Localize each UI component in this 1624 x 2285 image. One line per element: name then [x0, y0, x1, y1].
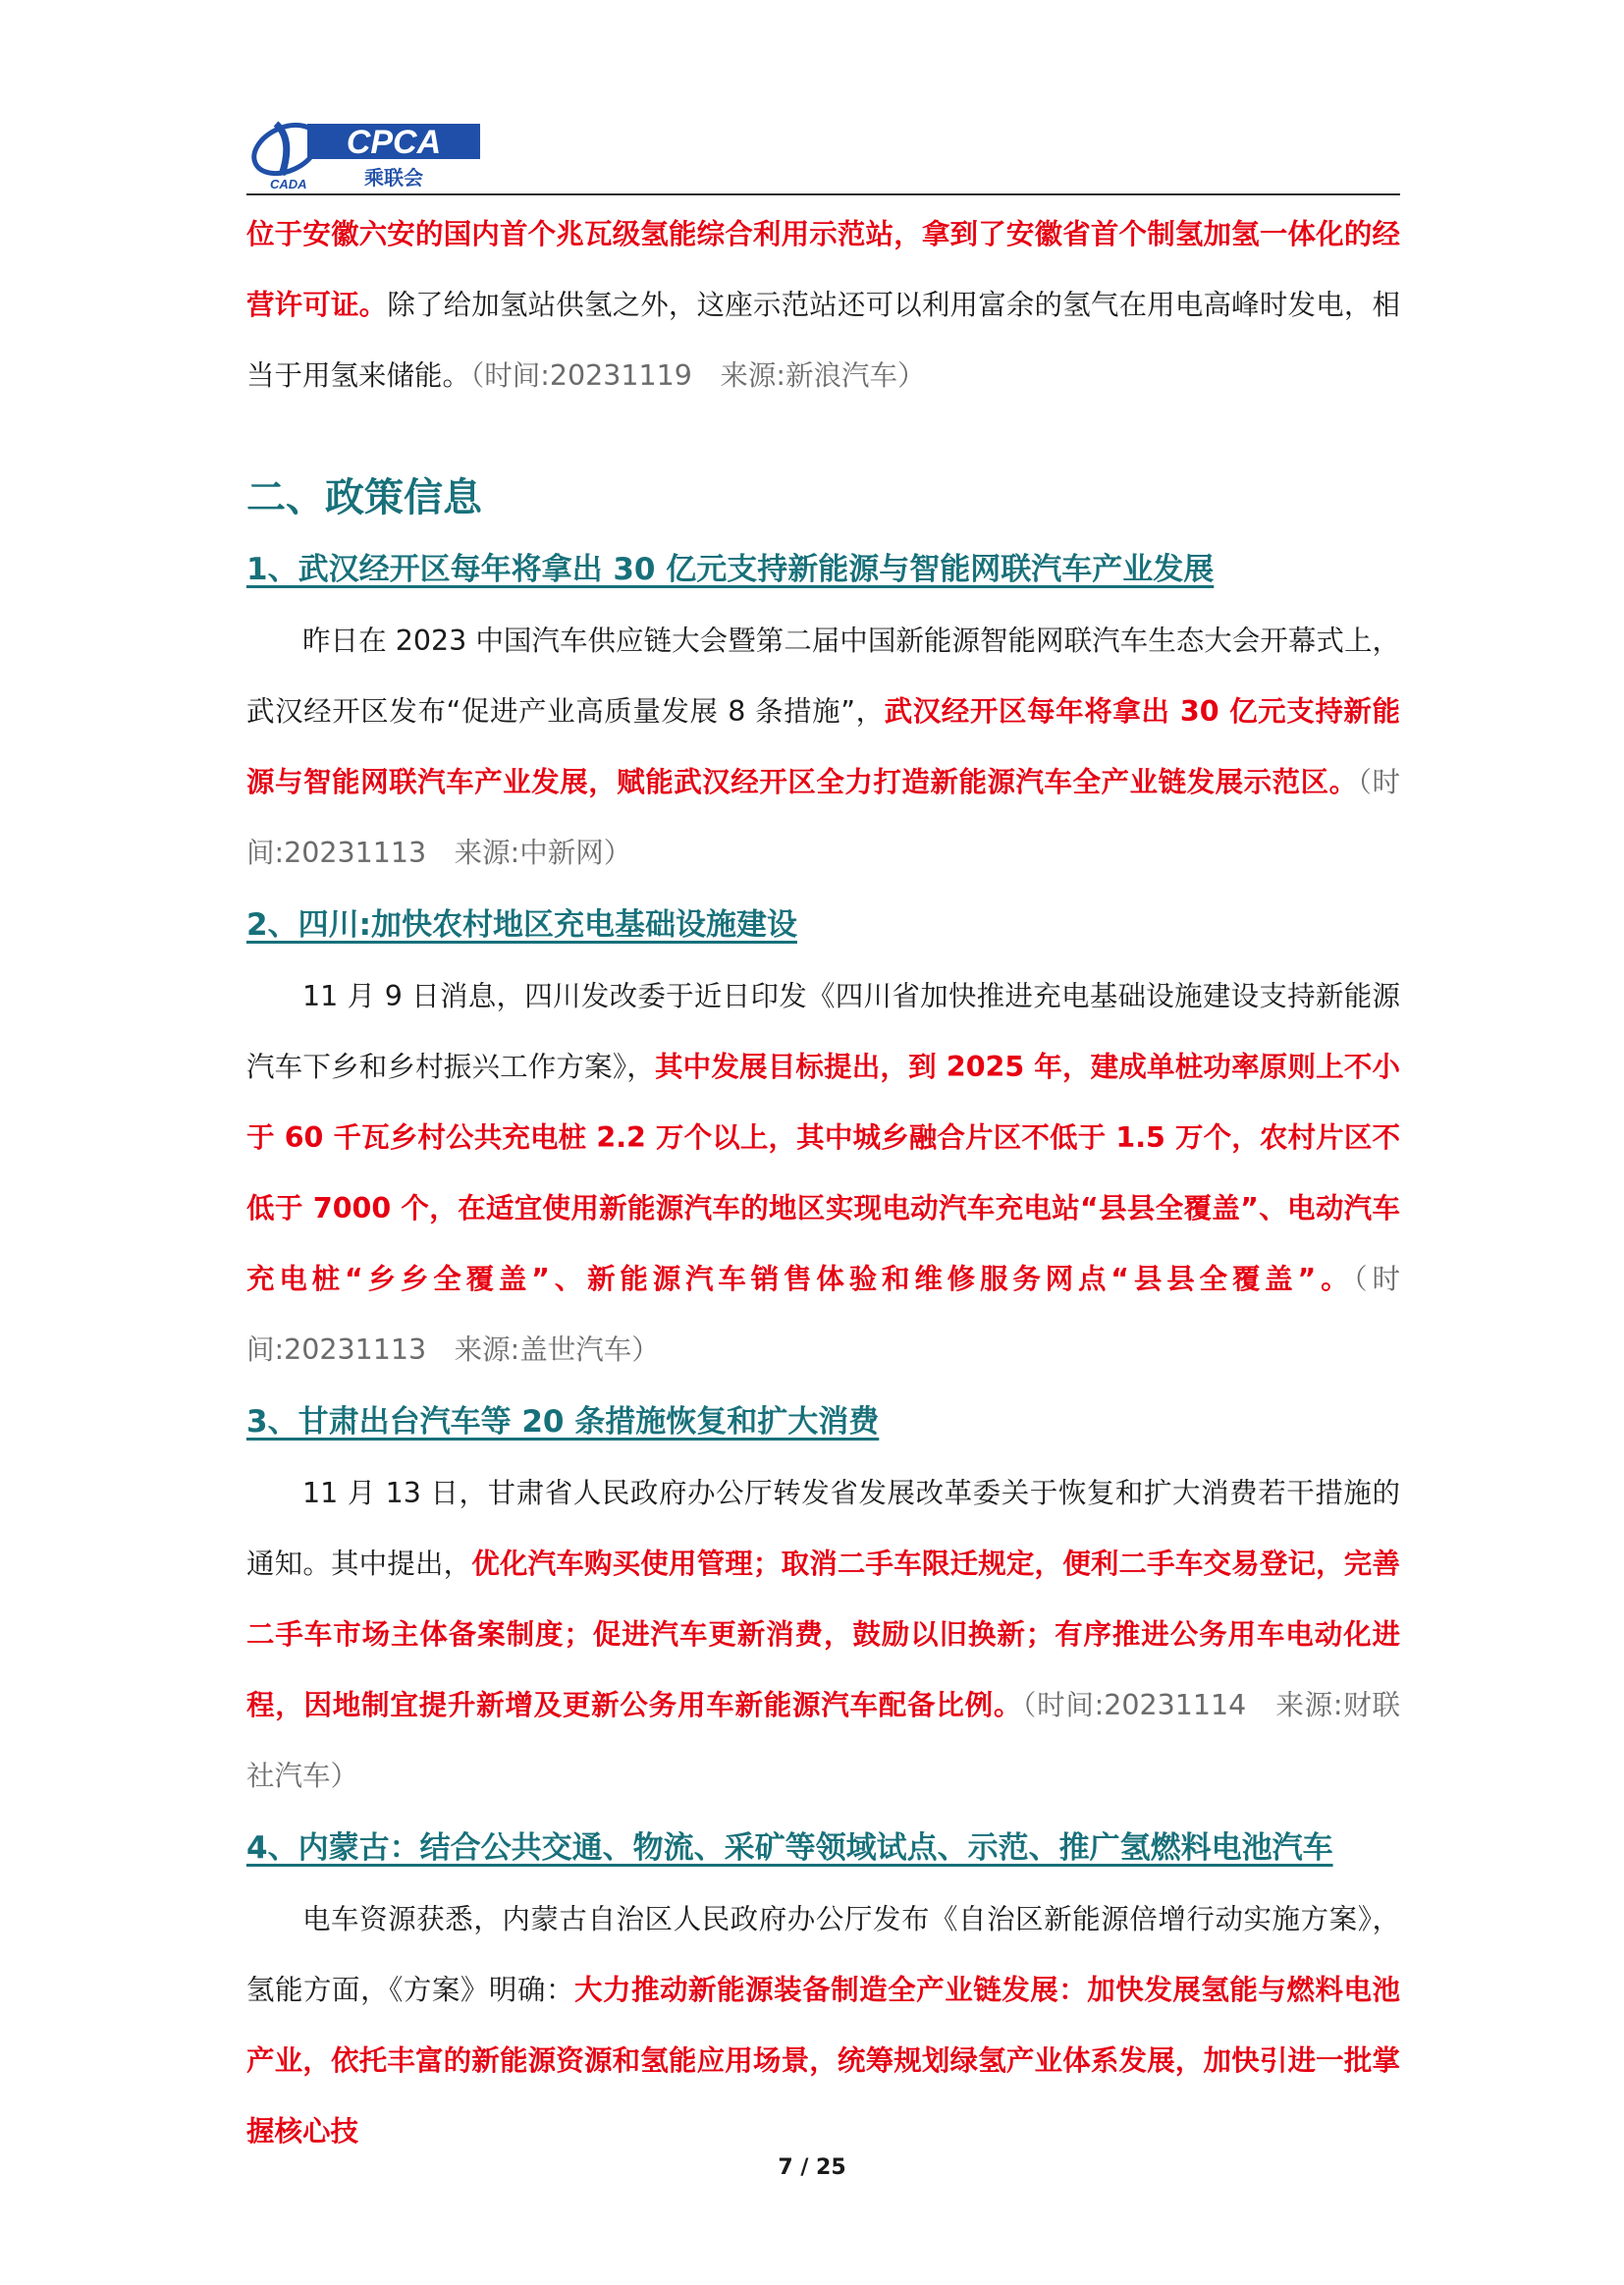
item-3-meta: （时间:20231114 来源:财联社汽车） — [246, 1689, 1400, 1792]
item-4-paragraph — [246, 1884, 1400, 2167]
item-4-text: 电车资源获悉，内蒙古自治区人民政府办公厅发布《自治区新能源倍增行动实施方案》，氢能方面，《方案》明确： — [246, 1903, 1400, 2006]
svg-text:乘联会: 乘联会 — [364, 166, 423, 190]
svg-text:CADA: CADA — [270, 177, 307, 191]
item-1-meta: （时间:20231113 来源:中新网） — [246, 766, 1400, 869]
page-number: 7 / 25 — [778, 2155, 846, 2180]
intro-highlight: 位于安徽六安的国内首个兆瓦级氢能综合利用示范站，拿到了安徽省首个制氢加氢一体化的经营许可证。 — [246, 218, 1400, 321]
item-2-text: 11 月 9 日消息，四川发改委于近日印发《四川省加快推进充电基础设施建设支持新能源汽车下乡和乡村振兴工作方案》， — [246, 980, 1400, 1083]
intro-text: 除了给加氢站供氢之外，这座示范站还可以利用富余的氢气在用电高峰时发电，相当于用氢来储能。 — [246, 289, 1400, 392]
svg-text:CPCA: CPCA — [346, 124, 442, 161]
item-2-paragraph — [246, 961, 1400, 1386]
item-1-highlight: 武汉经开区每年将拿出 30 亿元支持新能源与智能网联汽车产业发展，赋能武汉经开区全力打造新能源汽车全产业链发展示范区。 — [246, 695, 1400, 798]
item-4-title: 4、内蒙古：结合公共交通、物流、采矿等领域试点、示范、推广氢燃料电池汽车 — [246, 1830, 1333, 1866]
item-1-text: 昨日在 2023 中国汽车供应链大会暨第二届中国新能源智能网联汽车生态大会开幕式上，武汉经开区发布“促进产业高质量发展 8 条措施”， — [246, 625, 1400, 728]
intro-paragraph — [246, 199, 1400, 411]
item-4-highlight: 大力推动新能源装备制造全产业链发展：加快发展氢能与燃料电池产业，依托丰富的新能源资源和氢能应用场景，统筹规划绿氢产业体系发展，加快引进一批掌握核心技 — [246, 1974, 1400, 2148]
item-3-paragraph — [246, 1458, 1400, 1812]
page-content — [246, 199, 1400, 2167]
item-2-highlight: 其中发展目标提出，到 2025 年，建成单桩功率原则上不小于 60 千瓦乡村公共充电桩 2.2 万个以上，其中城乡融合片区不低于 1.5 万个，农村片区不低于 7000 个，在适宜使用新能源汽车的地区实现电动汽车充电站“县县全覆盖”、电动汽车充电桩“乡乡全覆盖”、新能源汽车销售体验和维修服务网点“县县全覆盖”。 — [246, 1051, 1400, 1295]
item-3-text: 11 月 13 日，甘肃省人民政府办公厅转发省发展改革委关于恢复和扩大消费若干措施的通知。其中提出， — [246, 1477, 1400, 1580]
item-3-title: 3、甘肃出台汽车等 20 条措施恢复和扩大消费 — [246, 1404, 880, 1440]
intro-meta: （时间:20231119 来源:新浪汽车） — [470, 359, 926, 392]
page-header — [246, 110, 1400, 194]
item-1-paragraph — [246, 606, 1400, 889]
item-3-highlight: 优化汽车购买使用管理；取消二手车限迁规定，便利二手车交易登记，完善二手车市场主体备案制度；促进汽车更新消费，鼓励以旧换新；有序推进公务用车电动化进程，因地制宜提升新增及更新公务用车新能源汽车配备比例。 — [246, 1548, 1400, 1721]
header-rule — [246, 193, 1400, 195]
section-title: 二、政策信息 — [246, 475, 482, 520]
cpca-logo — [246, 110, 482, 192]
item-1-title: 1、武汉经开区每年将拿出 30 亿元支持新能源与智能网联汽车产业发展 — [246, 552, 1215, 587]
item-2-meta: （时间:20231113 来源:盖世汽车） — [246, 1263, 1400, 1366]
item-2-title: 2、四川:加快农村地区充电基础设施建设 — [246, 907, 797, 943]
